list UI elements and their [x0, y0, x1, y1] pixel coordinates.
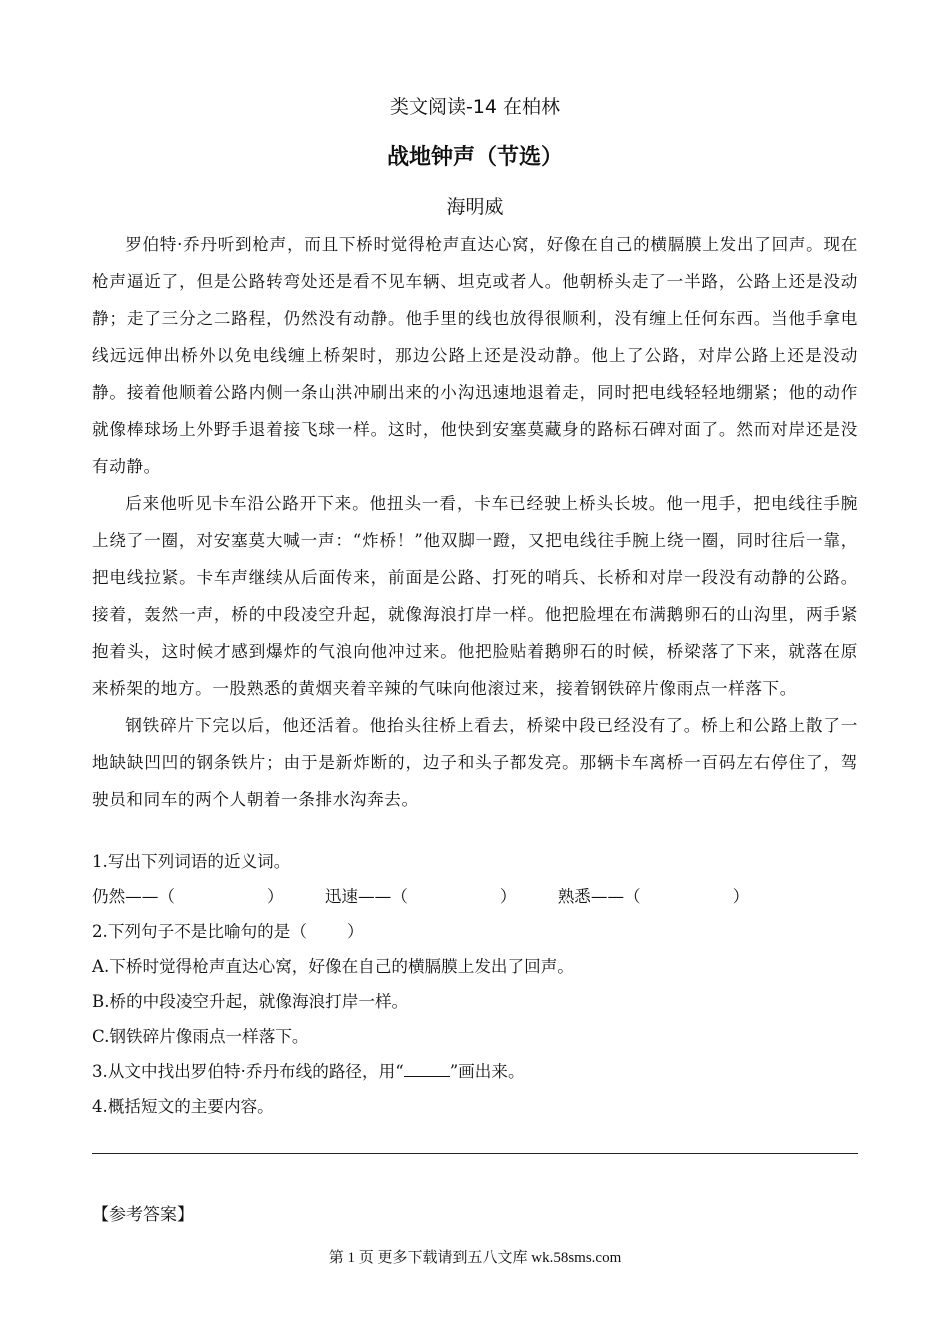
question-2-text: 2.下列句子不是比喻句的是（	[92, 922, 307, 941]
worksheet-title: 类文阅读-14 在柏林	[389, 96, 561, 118]
article-body	[92, 226, 858, 818]
synonym-word: 熟悉——（	[557, 887, 641, 906]
paren-close: ）	[499, 887, 517, 906]
option-a: A.下桥时觉得枪声直达心窝，好像在自己的横膈膜上发出了回声。	[92, 957, 574, 976]
question-3-text-end: ”画出来。	[449, 1062, 525, 1081]
paren-close: ）	[346, 922, 364, 941]
synonym-word: 仍然——（	[92, 887, 175, 906]
page-footer: 第 1 页 更多下载请到五八文库 wk.58sms.com	[328, 1250, 622, 1266]
article-author: 海明威	[446, 196, 504, 218]
paragraph: 罗伯特·乔丹听到枪声，而且下桥时觉得枪声直达心窝，好像在自己的横膈膜上发出了回声。现在枪声逼近了，但是公路转弯处还是看不见车辆、坦克或者人。他朝桥头走了一半路，公路上还是没动静；走了三分之二路程，仍然没有动静。他手里的线也放得很顺利，没有缠上任何东西。当他手拿电线远远伸出桥外以免电线缠上桥架时，那边公路上还是没动静。他上了公路，对岸公路上还是没动静。接着他顺着公路内侧一条山洪冲刷出来的小沟迅速地退着走，同时把电线轻轻地绷紧；他的动作就像棒球场上外野手退着接飞球一样。这时，他快到安塞莫藏身的路标石碑对面了。然而对岸还是没有动静。	[92, 235, 858, 476]
section-divider	[92, 1153, 858, 1154]
synonym-blanks	[92, 879, 858, 914]
answer-heading: 【参考答案】	[92, 1205, 194, 1225]
paragraph: 后来他听见卡车沿公路开下来。他扭头一看，卡车已经驶上桥头长坡。他一甩手，把电线往手腕上绕了一圈，对安塞莫大喊一声：“炸桥！”他双脚一蹬，又把电线往手腕上绕一圈，同时往后一靠，把电线拉紧。卡车声继续从后面传来，前面是公路、打死的哨兵、长桥和对岸一段没有动静的公路。接着，轰然一声，桥的中段凌空升起，就像海浪打岸一样。他把脸埋在布满鹅卵石的山沟里，两手紧抱着头，这时候才感到爆炸的气浪向他冲过来。他把脸贴着鹅卵石的时候，桥梁落了下来，就落在原来桥架的地方。一股熟悉的黄烟夹着辛辣的气味向他滚过来，接着钢铁碎片像雨点一样落下。	[92, 494, 858, 698]
question-2	[92, 914, 858, 949]
paragraph: 钢铁碎片下完以后，他还活着。他抬头往桥上看去，桥梁中段已经没有了。桥上和公路上散了一地缺缺凹凹的钢条铁片；由于是新炸断的，边子和头子都发亮。那辆卡车离桥一百码左右停住了，驾驶员和同车的两个人朝着一条排水沟奔去。	[92, 716, 858, 809]
paren-close: ）	[732, 887, 750, 906]
question-1: 1.写出下列词语的近义词。	[92, 852, 291, 871]
synonym-item	[558, 879, 750, 914]
paren-close: ）	[266, 887, 284, 906]
synonym-item	[92, 879, 284, 914]
question-3	[92, 1054, 858, 1089]
question-section	[92, 844, 858, 1124]
option-b: B.桥的中段凌空升起，就像海浪打岸一样。	[92, 992, 409, 1011]
question-4: 4.概括短文的主要内容。	[92, 1097, 274, 1116]
synonym-word: 迅速——（	[324, 887, 408, 906]
underline-symbol	[404, 1060, 450, 1077]
synonym-item	[325, 879, 517, 914]
article-title: 战地钟声（节选）	[386, 145, 563, 170]
option-c: C.钢铁碎片像雨点一样落下。	[92, 1027, 309, 1046]
question-3-text: 3.从文中找出罗伯特·乔丹布线的路径，用“	[92, 1062, 404, 1081]
